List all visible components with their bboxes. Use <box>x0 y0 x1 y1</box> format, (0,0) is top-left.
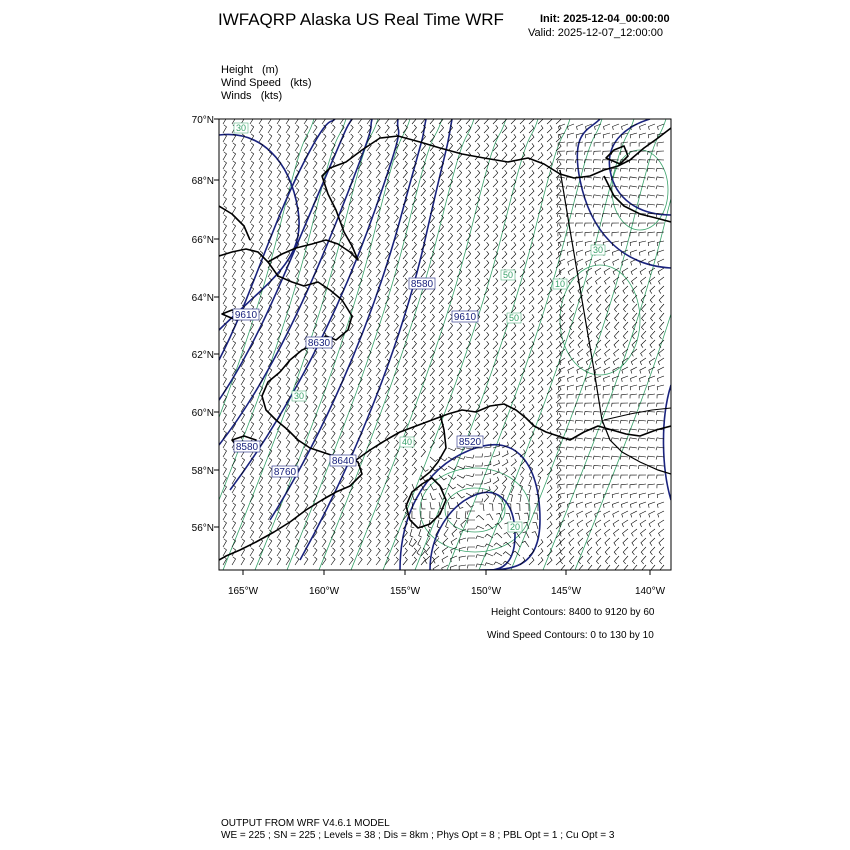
svg-text:50: 50 <box>502 270 514 280</box>
contour-label <box>457 436 483 448</box>
field-height-name: Height <box>221 64 253 76</box>
svg-text:20: 20 <box>509 522 521 532</box>
svg-text:9610: 9610 <box>453 312 477 323</box>
lon-label: 140°W <box>634 586 666 597</box>
wind-label <box>507 313 521 323</box>
lon-label: 160°W <box>308 586 340 597</box>
svg-text:8520: 8520 <box>458 437 482 448</box>
lat-label: 60°N <box>191 408 214 419</box>
field-winds-unit: (kts) <box>260 90 283 102</box>
lat-label: 64°N <box>191 293 214 304</box>
init-time: Init: 2025-12-04_00:00:00 <box>540 13 670 25</box>
contour-label <box>330 455 356 467</box>
wind-label <box>508 522 522 532</box>
lat-label: 70°N <box>191 115 214 126</box>
contour-label <box>272 466 298 478</box>
svg-text:40: 40 <box>401 437 413 447</box>
field-wind-speed-name: Wind Speed <box>221 77 281 89</box>
wind-label <box>553 279 567 289</box>
svg-text:8630: 8630 <box>307 338 331 349</box>
lat-label: 56°N <box>191 523 214 534</box>
lon-label: 150°W <box>470 586 502 597</box>
contour-label <box>233 309 259 321</box>
wind-label <box>400 437 414 447</box>
valid-time: Valid: 2025-12-07_12:00:00 <box>528 27 663 39</box>
wind-label <box>591 245 605 255</box>
svg-text:30: 30 <box>235 123 247 133</box>
lon-label: 155°W <box>389 586 421 597</box>
plot-title: IWFAQRP Alaska US Real Time WRF <box>218 10 504 29</box>
svg-text:50: 50 <box>508 313 520 323</box>
svg-text:30: 30 <box>293 391 305 401</box>
svg-text:10: 10 <box>554 279 566 289</box>
svg-text:8580: 8580 <box>235 442 259 453</box>
contour-label <box>452 311 478 323</box>
lat-label: 58°N <box>191 466 214 477</box>
wind-contours-note: Wind Speed Contours: 0 to 130 by 10 <box>487 630 654 641</box>
field-winds-name: Winds <box>221 90 252 102</box>
svg-text:8640: 8640 <box>331 456 355 467</box>
contour-label <box>409 278 435 290</box>
lon-tick-labels <box>228 586 666 597</box>
wind-label <box>501 270 515 280</box>
svg-text:8580: 8580 <box>410 279 434 290</box>
contour-label <box>306 337 332 349</box>
field-wind-speed-unit: (kts) <box>290 77 312 89</box>
lat-label: 68°N <box>191 176 214 187</box>
model-info-line1: OUTPUT FROM WRF V4.6.1 MODEL <box>221 818 390 829</box>
lat-label: 62°N <box>191 350 214 361</box>
svg-text:30: 30 <box>592 245 604 255</box>
contour-label <box>234 441 260 453</box>
field-height-unit: (m) <box>261 64 279 76</box>
wind-label <box>234 123 248 133</box>
svg-text:8760: 8760 <box>273 467 297 478</box>
svg-text:9610: 9610 <box>234 310 258 321</box>
height-contours-note: Height Contours: 8400 to 9120 by 60 <box>491 607 655 618</box>
lat-tick-labels <box>192 115 214 534</box>
model-info-line2: WE = 225 ; SN = 225 ; Levels = 38 ; Dis = 8km ; Phys Opt = 8 ; PBL Opt = 1 ; Cu Opt = 3 <box>221 830 615 841</box>
lon-label: 165°W <box>227 586 259 597</box>
lon-label: 145°W <box>550 586 582 597</box>
lat-label: 66°N <box>191 235 214 246</box>
wind-label <box>292 391 306 401</box>
